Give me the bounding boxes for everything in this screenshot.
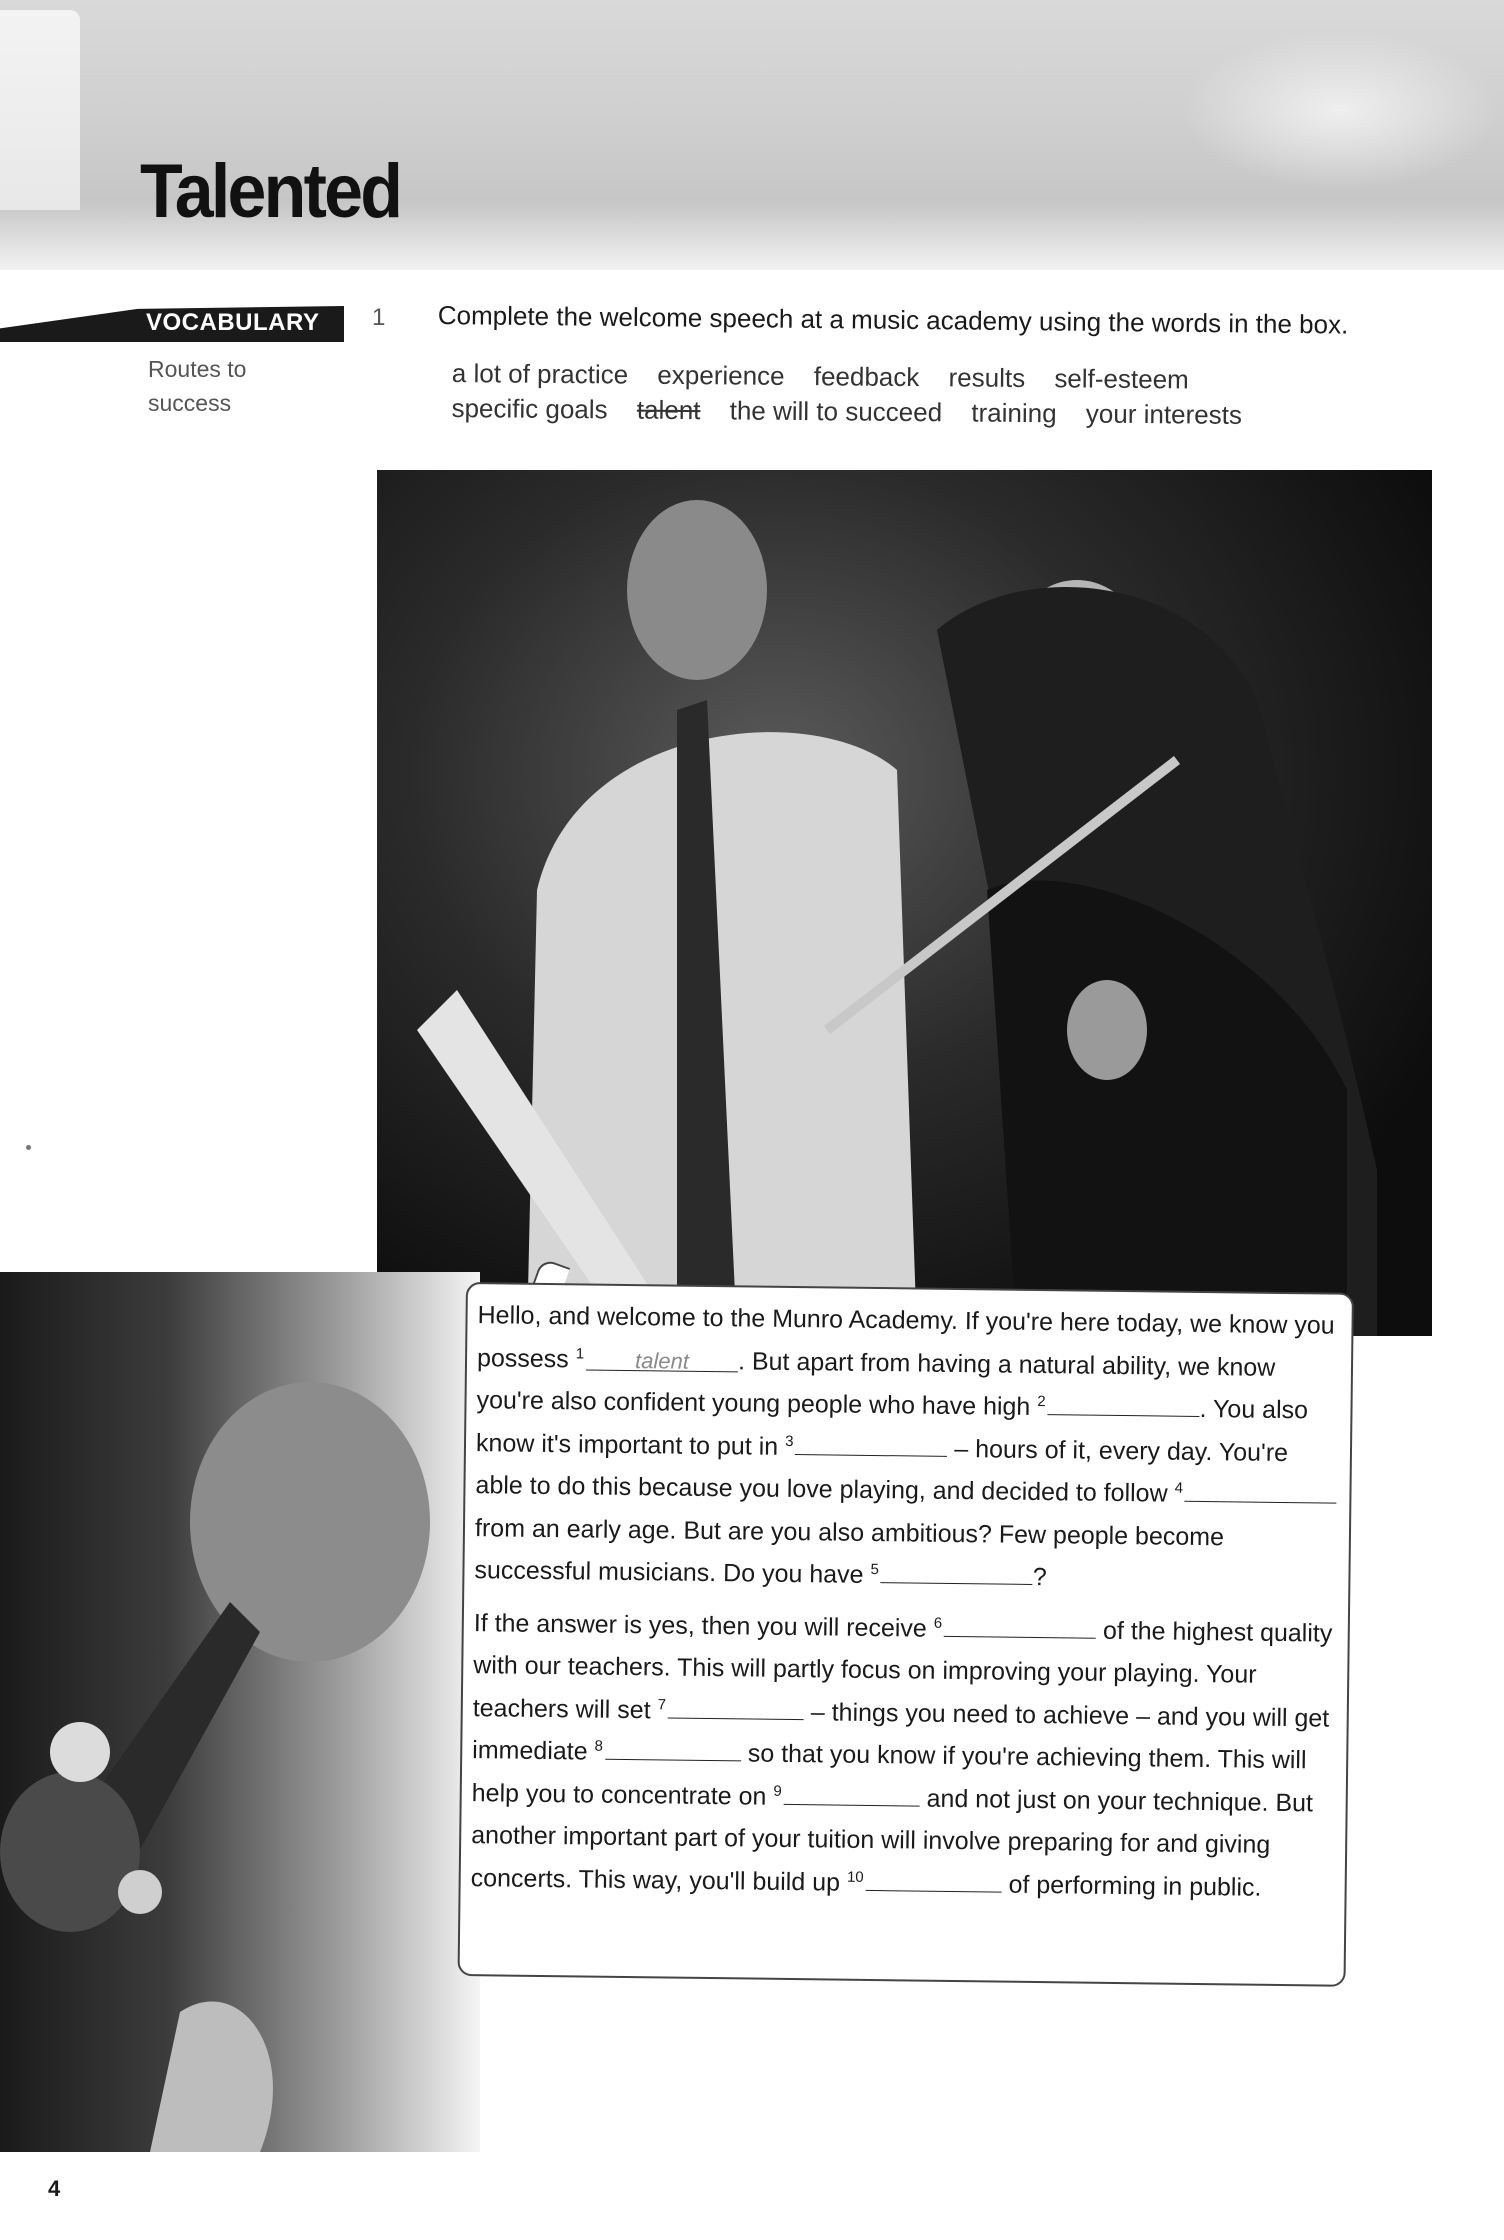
gap-8-blank[interactable] (605, 1737, 741, 1762)
speech-paragraph-2 (470, 1602, 1340, 1910)
speech-bubble (458, 1282, 1354, 1987)
speech-text: – hours of it, every day. You're able to do this because you love playing, and decided to follow (475, 1434, 1289, 1508)
gap-6-blank[interactable] (944, 1613, 1096, 1638)
word-box-item: a lot of practice (451, 357, 629, 390)
gap-10-blank[interactable] (866, 1867, 1002, 1892)
gap-5-blank[interactable] (881, 1560, 1033, 1585)
gap-number: 1 (575, 1344, 585, 1362)
speech-text: – things you need to achieve – and you will get immediate (472, 1697, 1330, 1766)
speech-paragraph-1 (474, 1294, 1344, 1602)
speech-text: of the highest quality with our teachers. This will partly focus on improving your playing. Your teachers will set (472, 1616, 1333, 1724)
gap-3-blank[interactable] (795, 1432, 947, 1457)
speech-text: from an early age. But are you also ambitious? Few people become successful musicians. Do you have (474, 1513, 1225, 1589)
word-box-item-crossed: talent (636, 394, 701, 426)
speech-text: . You also know it's important to put in (475, 1394, 1309, 1461)
speech-text: so that you know if you're achieving them. This will help you to concentrate on (471, 1739, 1307, 1811)
word-box-item: experience (657, 359, 785, 391)
gap-number: 8 (594, 1737, 604, 1755)
speech-text: If the answer is yes, then you will receive (473, 1608, 934, 1643)
speech-text: and not just on your technique. But another important part of your tuition will involve preparing for and giving concerts. This way, you'll build up (470, 1784, 1314, 1897)
gap-number: 10 (846, 1868, 864, 1886)
word-box-item: self-esteem (1054, 363, 1189, 395)
gap-number: 5 (870, 1560, 879, 1579)
header-decoration (1180, 30, 1500, 190)
word-box-item: specific goals (451, 392, 608, 425)
gap-number: 3 (785, 1432, 794, 1450)
speech-text: of performing in public. (1001, 1870, 1262, 1902)
speech-text: ? (1032, 1562, 1047, 1592)
gap-9-blank[interactable] (784, 1781, 920, 1806)
word-box-item: results (948, 362, 1026, 394)
gap-number: 6 (933, 1614, 943, 1632)
word-box-item: your interests (1085, 398, 1243, 430)
speech-text: Hello, and welcome to the Munro Academy. If you're here today, we know you possess (476, 1301, 1335, 1373)
gap-number: 7 (657, 1695, 667, 1713)
gap-2-blank[interactable] (1047, 1392, 1199, 1417)
speech-text: . But apart from having a natural ability, we know you're also confident young people who have high (476, 1346, 1276, 1421)
page-speck (26, 1145, 31, 1150)
page-number: 4 (48, 2176, 61, 2201)
flute-lesson-photo (377, 470, 1432, 1336)
saxophone-photo (0, 1272, 480, 2152)
section-tab-label: VOCABULARY (146, 309, 320, 336)
section-subtitle: Routes to success (148, 356, 247, 416)
exercise-instruction: Complete the welcome speech at a music academy using the words in the box. (437, 300, 1349, 340)
gap-number: 9 (773, 1782, 782, 1800)
gap-number: 2 (1037, 1392, 1046, 1411)
saxophone-illustration (0, 1272, 480, 2152)
unit-title: Talented (140, 149, 401, 234)
gap-1-answer: talent (586, 1347, 738, 1372)
exercise-number: 1 (372, 304, 386, 331)
gap-7-blank[interactable] (668, 1695, 804, 1720)
flute-lesson-illustration (377, 470, 1432, 1336)
unit-number (0, 10, 80, 210)
gap-number: 4 (1174, 1479, 1184, 1497)
word-box-item: training (971, 397, 1057, 429)
word-box-item: feedback (813, 361, 920, 393)
gap-4-blank[interactable] (1185, 1479, 1337, 1504)
word-box (451, 356, 1302, 433)
word-box-item: the will to succeed (729, 395, 943, 428)
